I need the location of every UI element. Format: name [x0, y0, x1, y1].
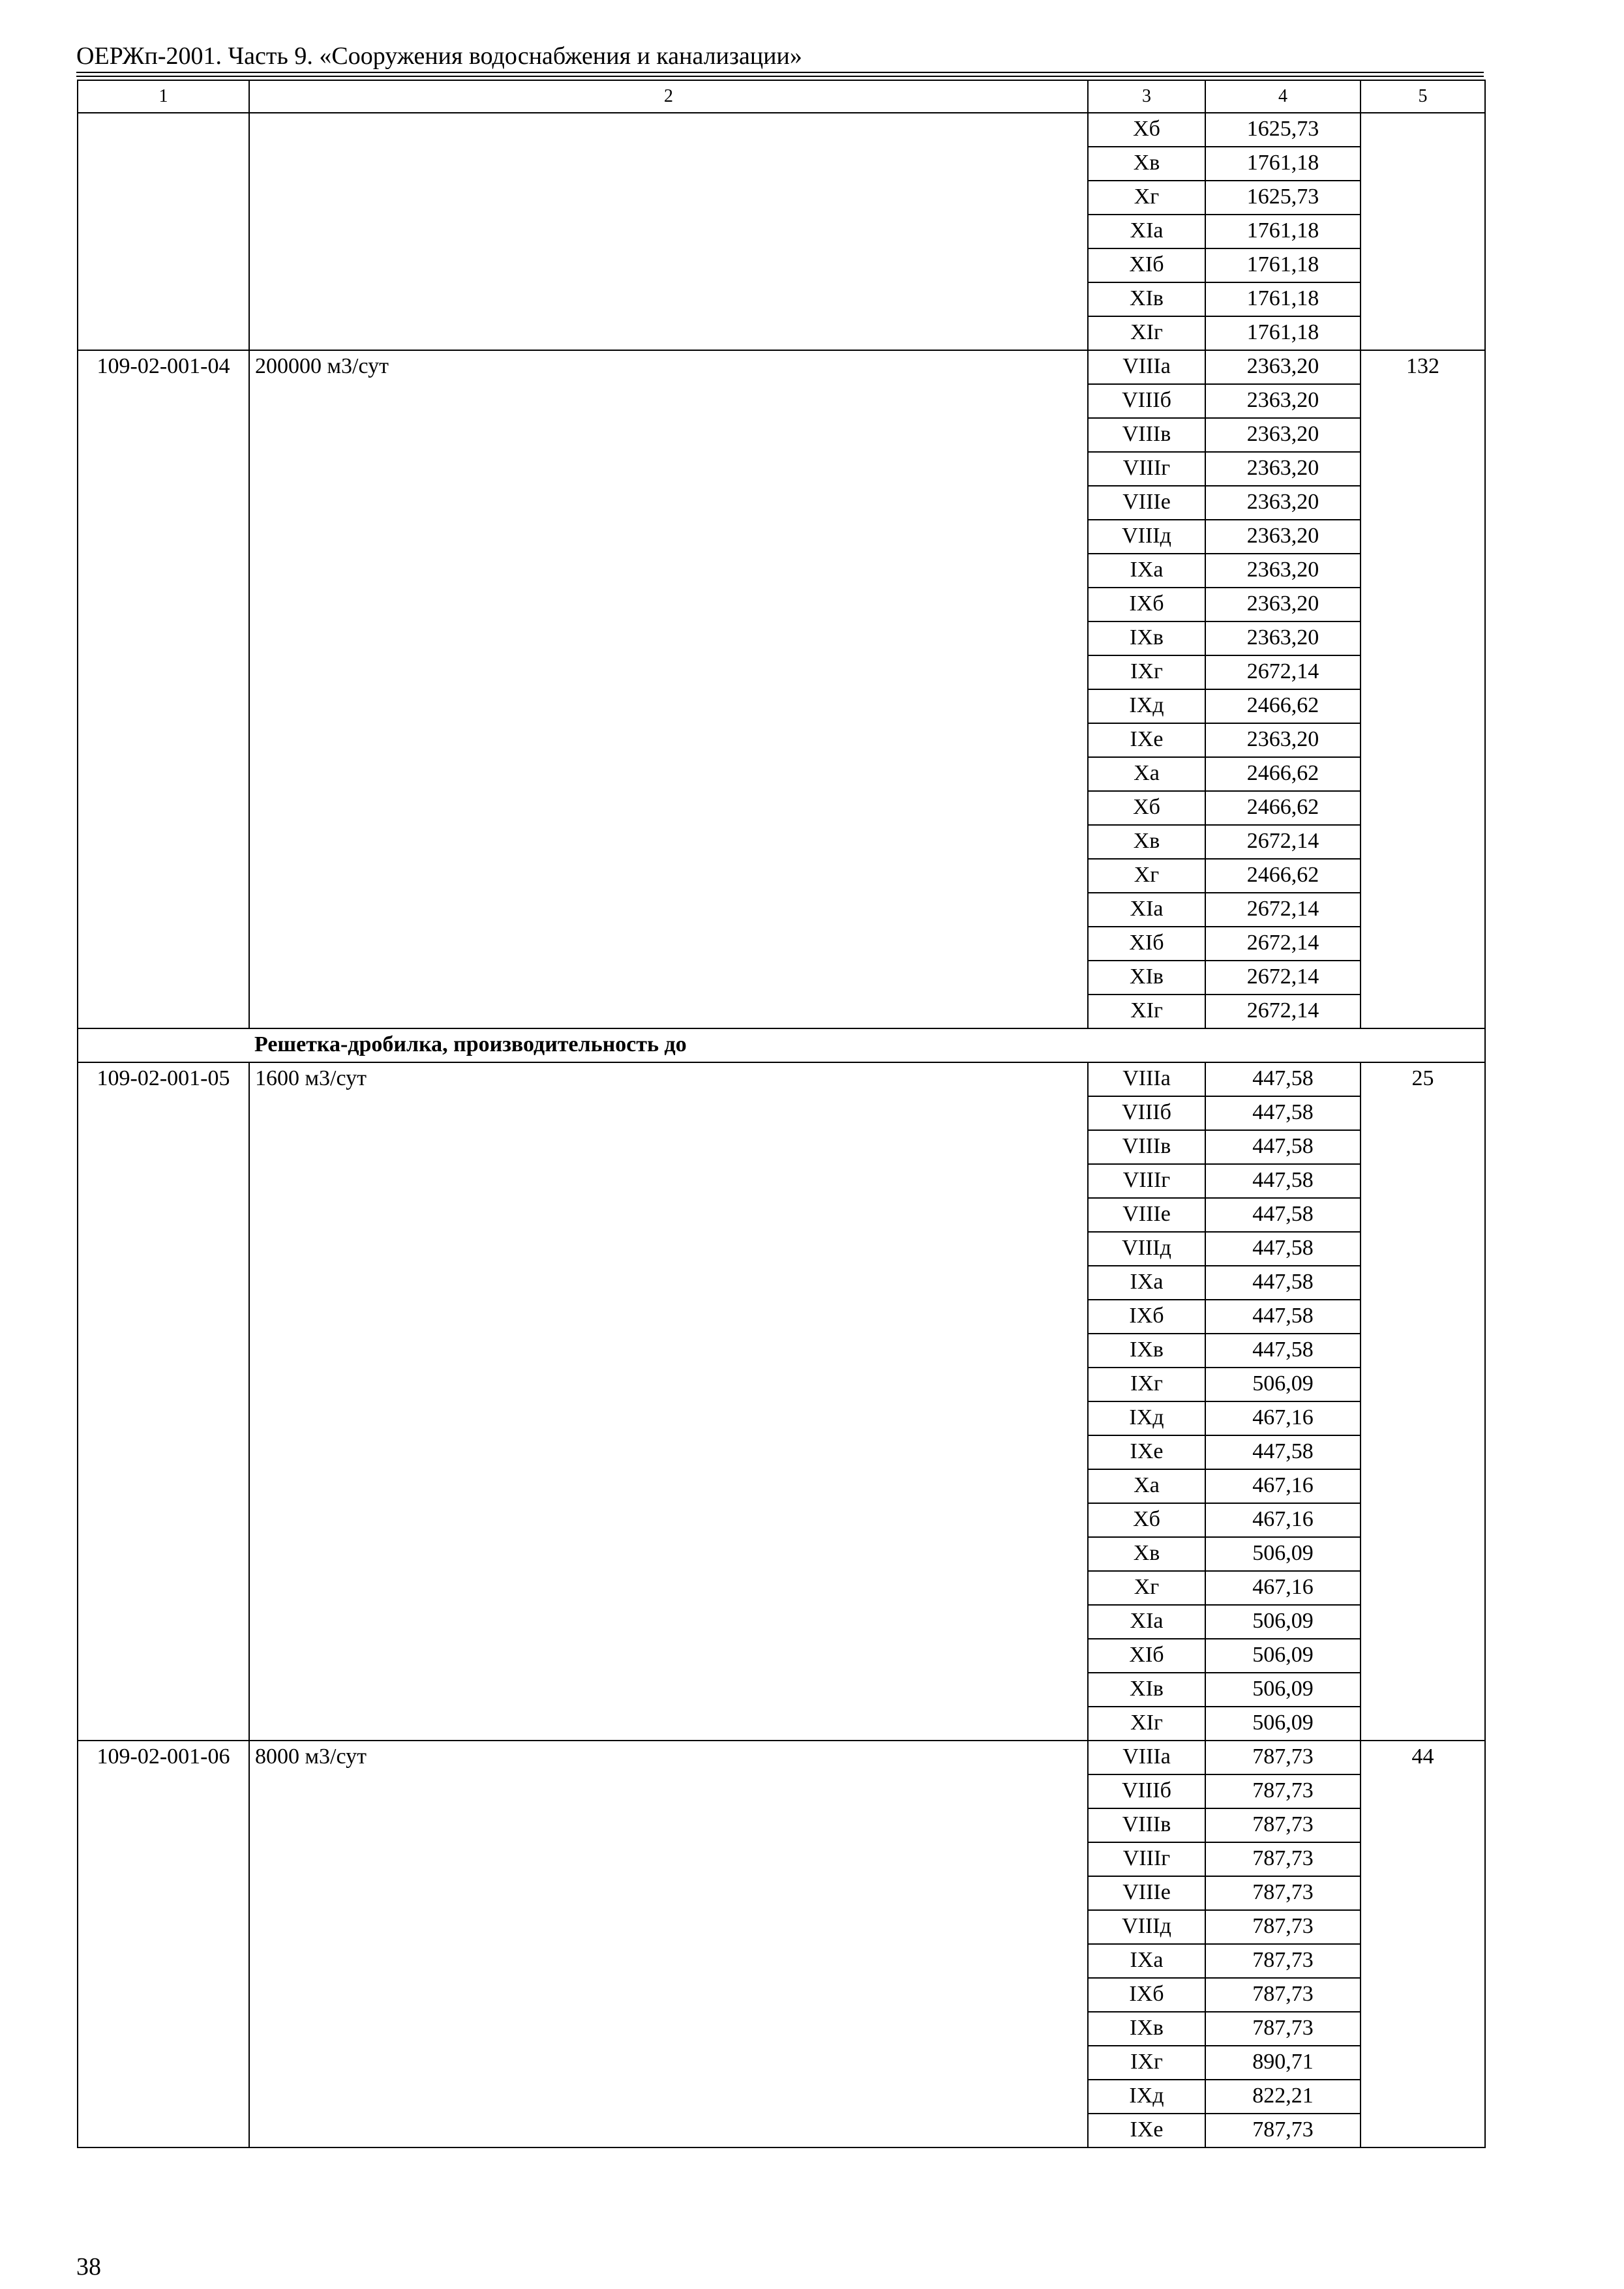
- zone-cell: Хв: [1088, 1537, 1205, 1571]
- table-body: [78, 113, 1485, 2147]
- zone-cell: VIIIе: [1088, 1876, 1205, 1910]
- price-cell: 2363,20: [1205, 350, 1361, 384]
- table-row: [78, 113, 1485, 147]
- zone-cell: VIIIа: [1088, 1741, 1205, 1774]
- table-row: [78, 1741, 1485, 1774]
- price-cell: 2363,20: [1205, 418, 1361, 452]
- price-cell: 787,73: [1205, 1741, 1361, 1774]
- zone-cell: Хв: [1088, 825, 1205, 859]
- zone-cell: IХе: [1088, 1435, 1205, 1469]
- column-header: 4: [1205, 80, 1361, 113]
- quantity-cell: 44: [1361, 1741, 1485, 2147]
- zone-cell: VIIIв: [1088, 1130, 1205, 1164]
- zone-cell: ХIг: [1088, 995, 1205, 1028]
- price-cell: 2672,14: [1205, 893, 1361, 927]
- price-cell: 2672,14: [1205, 927, 1361, 961]
- zone-cell: IХе: [1088, 723, 1205, 757]
- price-cell: 2466,62: [1205, 757, 1361, 791]
- price-cell: 1761,18: [1205, 316, 1361, 350]
- zone-cell: IХе: [1088, 2114, 1205, 2147]
- rate-code-cell: 109-02-001-06: [78, 1741, 249, 2147]
- price-cell: 467,16: [1205, 1503, 1361, 1537]
- zone-cell: ХIб: [1088, 248, 1205, 282]
- zone-cell: IХг: [1088, 655, 1205, 689]
- price-cell: 2672,14: [1205, 961, 1361, 995]
- zone-cell: IХб: [1088, 1300, 1205, 1334]
- price-cell: 2363,20: [1205, 384, 1361, 418]
- zone-cell: ХIв: [1088, 1673, 1205, 1707]
- section-heading: Решетка-дробилка, производительность до: [249, 1028, 1485, 1062]
- zone-cell: ХIв: [1088, 961, 1205, 995]
- price-cell: 467,16: [1205, 1571, 1361, 1605]
- price-cell: 506,09: [1205, 1707, 1361, 1741]
- price-cell: 2363,20: [1205, 621, 1361, 655]
- zone-cell: VIIIд: [1088, 1232, 1205, 1266]
- price-cell: 2363,20: [1205, 486, 1361, 520]
- price-cell: 890,71: [1205, 2046, 1361, 2080]
- price-cell: 467,16: [1205, 1469, 1361, 1503]
- price-cell: 506,09: [1205, 1605, 1361, 1639]
- zone-cell: IХг: [1088, 1368, 1205, 1401]
- column-number-row: [78, 80, 1485, 113]
- price-cell: 1761,18: [1205, 248, 1361, 282]
- rate-code-cell: [78, 113, 249, 350]
- zone-cell: IХб: [1088, 1978, 1205, 2012]
- price-cell: 2363,20: [1205, 723, 1361, 757]
- quantity-cell: 25: [1361, 1062, 1485, 1741]
- price-cell: 2466,62: [1205, 689, 1361, 723]
- table-header: [78, 80, 1485, 113]
- price-cell: 787,73: [1205, 1944, 1361, 1978]
- price-cell: 1761,18: [1205, 147, 1361, 181]
- zone-cell: IХа: [1088, 1266, 1205, 1300]
- zone-cell: Ха: [1088, 1469, 1205, 1503]
- price-cell: 506,09: [1205, 1673, 1361, 1707]
- price-cell: 822,21: [1205, 2080, 1361, 2114]
- quantity-cell: 132: [1361, 350, 1485, 1028]
- zone-cell: Хг: [1088, 1571, 1205, 1605]
- price-cell: 2363,20: [1205, 554, 1361, 588]
- price-cell: 787,73: [1205, 1978, 1361, 2012]
- zone-cell: VIIIг: [1088, 1164, 1205, 1198]
- price-cell: 2363,20: [1205, 588, 1361, 621]
- zone-cell: Хб: [1088, 791, 1205, 825]
- column-header: 3: [1088, 80, 1205, 113]
- section-empty-cell: [78, 1028, 249, 1062]
- zone-cell: IХг: [1088, 2046, 1205, 2080]
- rate-name-cell: 8000 м3/сут: [249, 1741, 1088, 2147]
- price-cell: 2363,20: [1205, 452, 1361, 486]
- price-cell: 447,58: [1205, 1300, 1361, 1334]
- zone-cell: IХа: [1088, 554, 1205, 588]
- price-cell: 506,09: [1205, 1639, 1361, 1673]
- price-cell: 447,58: [1205, 1130, 1361, 1164]
- price-cell: 787,73: [1205, 1808, 1361, 1842]
- price-cell: 447,58: [1205, 1198, 1361, 1232]
- price-cell: 2672,14: [1205, 655, 1361, 689]
- rates-table: [77, 80, 1486, 2148]
- price-cell: 2466,62: [1205, 859, 1361, 893]
- column-header: 5: [1361, 80, 1485, 113]
- zone-cell: IХв: [1088, 1334, 1205, 1368]
- price-cell: 2672,14: [1205, 825, 1361, 859]
- zone-cell: VIIIб: [1088, 1096, 1205, 1130]
- price-cell: 447,58: [1205, 1062, 1361, 1096]
- zone-cell: VIIIб: [1088, 1774, 1205, 1808]
- zone-cell: IХа: [1088, 1944, 1205, 1978]
- rate-name-cell: 200000 м3/сут: [249, 350, 1088, 1028]
- price-cell: 787,73: [1205, 1774, 1361, 1808]
- table-row: [78, 350, 1485, 384]
- zone-cell: Ха: [1088, 757, 1205, 791]
- price-cell: 467,16: [1205, 1401, 1361, 1435]
- header-rule-top: [76, 72, 1484, 73]
- zone-cell: Хв: [1088, 147, 1205, 181]
- price-cell: 447,58: [1205, 1334, 1361, 1368]
- zone-cell: VIIIб: [1088, 384, 1205, 418]
- rate-code-cell: 109-02-001-04: [78, 350, 249, 1028]
- rate-name-cell: 1600 м3/сут: [249, 1062, 1088, 1741]
- price-cell: 447,58: [1205, 1266, 1361, 1300]
- price-cell: 447,58: [1205, 1232, 1361, 1266]
- zone-cell: IХб: [1088, 588, 1205, 621]
- zone-cell: ХIб: [1088, 1639, 1205, 1673]
- zone-cell: ХIа: [1088, 893, 1205, 927]
- price-cell: 447,58: [1205, 1435, 1361, 1469]
- zone-cell: ХIб: [1088, 927, 1205, 961]
- rate-name-cell: [249, 113, 1088, 350]
- zone-cell: VIIIа: [1088, 1062, 1205, 1096]
- price-cell: 2672,14: [1205, 995, 1361, 1028]
- zone-cell: IХд: [1088, 1401, 1205, 1435]
- zone-cell: Хг: [1088, 181, 1205, 215]
- price-cell: 2466,62: [1205, 791, 1361, 825]
- price-cell: 787,73: [1205, 2114, 1361, 2147]
- zone-cell: Хб: [1088, 1503, 1205, 1537]
- zone-cell: VIIIе: [1088, 1198, 1205, 1232]
- price-cell: 447,58: [1205, 1164, 1361, 1198]
- zone-cell: IХд: [1088, 689, 1205, 723]
- price-cell: 447,58: [1205, 1096, 1361, 1130]
- price-cell: 1761,18: [1205, 282, 1361, 316]
- price-cell: 1625,73: [1205, 113, 1361, 147]
- price-cell: 1625,73: [1205, 181, 1361, 215]
- zone-cell: VIIIв: [1088, 1808, 1205, 1842]
- zone-cell: Хб: [1088, 113, 1205, 147]
- zone-cell: VIIIв: [1088, 418, 1205, 452]
- zone-cell: ХIа: [1088, 1605, 1205, 1639]
- page-number: 38: [76, 2253, 101, 2281]
- zone-cell: IХв: [1088, 2012, 1205, 2046]
- price-cell: 787,73: [1205, 1842, 1361, 1876]
- zone-cell: VIIIа: [1088, 350, 1205, 384]
- price-cell: 787,73: [1205, 1910, 1361, 1944]
- zone-cell: ХIв: [1088, 282, 1205, 316]
- quantity-cell: [1361, 113, 1485, 350]
- section-heading-row: [78, 1028, 1485, 1062]
- header-rule-bottom: [76, 76, 1484, 77]
- zone-cell: VIIIе: [1088, 486, 1205, 520]
- column-header: 1: [78, 80, 249, 113]
- price-cell: 2363,20: [1205, 520, 1361, 554]
- price-cell: 787,73: [1205, 2012, 1361, 2046]
- zone-cell: ХIг: [1088, 1707, 1205, 1741]
- page-header-title: ОЕРЖп-2001. Часть 9. «Сооружения водоснабжения и канализации»: [76, 42, 802, 70]
- zone-cell: VIIIг: [1088, 1842, 1205, 1876]
- table-row: [78, 1062, 1485, 1096]
- zone-cell: IХд: [1088, 2080, 1205, 2114]
- rate-code-cell: 109-02-001-05: [78, 1062, 249, 1741]
- price-cell: 506,09: [1205, 1537, 1361, 1571]
- zone-cell: VIIIд: [1088, 1910, 1205, 1944]
- column-header: 2: [249, 80, 1088, 113]
- zone-cell: ХIг: [1088, 316, 1205, 350]
- zone-cell: IХв: [1088, 621, 1205, 655]
- price-cell: 787,73: [1205, 1876, 1361, 1910]
- zone-cell: Хг: [1088, 859, 1205, 893]
- price-cell: 1761,18: [1205, 215, 1361, 248]
- zone-cell: VIIIд: [1088, 520, 1205, 554]
- zone-cell: VIIIг: [1088, 452, 1205, 486]
- price-cell: 506,09: [1205, 1368, 1361, 1401]
- zone-cell: ХIа: [1088, 215, 1205, 248]
